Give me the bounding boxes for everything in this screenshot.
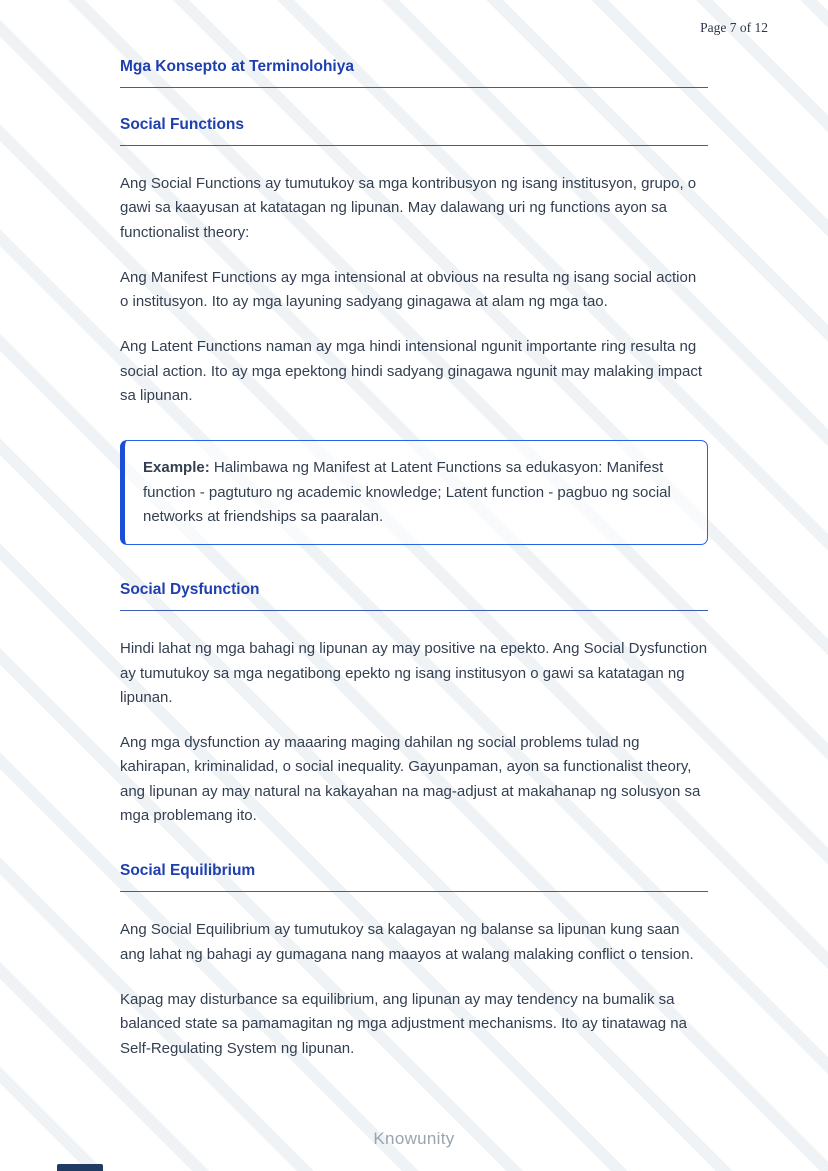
section-social-functions <box>120 116 708 545</box>
paragraph: Ang Social Functions ay tumutukoy sa mga kontribusyon ng isang institusyon, grupo, o gawi sa kaayusan at katatagan ng lipunan. May dalawang uri ng functions ayon sa functionalist theory: <box>120 175 697 241</box>
document-title: Mga Konsepto at Terminolohiya <box>120 58 708 88</box>
paragraph: Hindi lahat ng mga bahagi ng lipunan ay may positive na epekto. Ang Social Dysfunction ay tumutukoy sa mga negatibong epekto ng isang institusyon o gawi sa katatagan ng lipunan. <box>120 640 708 706</box>
page-number: Page 7 of 12 <box>700 20 768 35</box>
example-callout-box <box>120 440 708 545</box>
example-label: Example: <box>143 459 210 477</box>
paragraph: Ang Latent Functions naman ay mga hindi intensional ngunit importante ring resulta ng social action. Ito ay mga epektong hindi sadyang ginagawa ngunit may malaking impact sa lipunan. <box>120 338 703 405</box>
paragraph: Ang mga dysfunction ay maaaring maging dahilan ng social problems tulad ng kahirapan, kriminalidad, o social inequality. Gayunpaman, ayon sa functionalist theory, ang lipunan ay may natural na kakayahan na mag-adjust at makahanap ng solusyon sa mga problemang ito. <box>120 734 701 825</box>
section-social-equilibrium <box>120 862 708 1060</box>
paragraph: Kapag may disturbance sa equilibrium, ang lipunan ay may tendency na bumalik sa balanced state sa pamamagitan ng mga adjustment mechanisms. Ito ay tinatawag na Self-Regulating System ng lipunan. <box>120 990 687 1057</box>
section-heading-social-dysfunction: Social Dysfunction <box>120 581 708 611</box>
page-edge-artifact <box>57 1164 103 1171</box>
paragraph: Ang Social Equilibrium ay tumutukoy sa kalagayan ng balanse sa lipunan kung saan ang lahat ng bahagi ay gumagana nang maayos at walang malaking conflict o tension. <box>120 921 694 963</box>
section-heading-social-equilibrium: Social Equilibrium <box>120 862 708 892</box>
section-heading-social-functions: Social Functions <box>120 116 708 146</box>
document-content <box>120 58 708 1082</box>
section-social-dysfunction <box>120 581 708 828</box>
example-text: Halimbawa ng Manifest at Latent Functions sa edukasyon: Manifest function - pagtuturo ng academic knowledge; Latent function - pagbuo ng social networks at friendships sa paaralan. <box>143 459 671 525</box>
knowunity-watermark: Knowunity <box>373 1129 455 1148</box>
paragraph: Ang Manifest Functions ay mga intensional at obvious na resulta ng isang social action o institusyon. Ito ay mga layuning sadyang ginagawa at alam ng mga tao. <box>120 268 697 311</box>
